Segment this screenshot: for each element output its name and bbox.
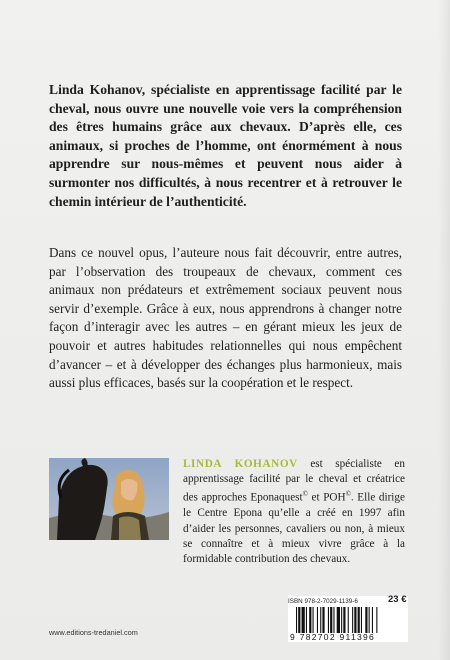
description-paragraph: Dans ce nouvel opus, l’auteure nous fait découvrir, entre autres, par l’observation des troupeaux de chevaux, comment ces animaux non prédateurs et extrêmement sociaux peuvent nous servir d’exemple. Grâce à eux, nous apprendrons à changer notre façon d’interagir avec les autres – en gérant mieux les jeux de pouvoir et autres habitudes relationnelles qui nous empêchent d’avancer – et à développer des échanges plus harmonieux, mais aussi plus efficaces, basés sur la coopération et le respect. <box>49 245 402 391</box>
bio-text-2: et POH <box>307 492 346 505</box>
isbn-number: ISBN 978-2-7029-1139-6 <box>288 598 358 605</box>
price-label: 23 € <box>388 594 407 605</box>
intro-paragraph: Linda Kohanov, spécialiste en apprentissage facilité par le cheval, nous ouvre une nouvelle voie vers la compréhension des êtres humains grâce aux chevaux. D’après elle, ces animaux, si proches de l’homme, ont énormément à nous apprendre sur nous-mêmes et peuvent nous aider à surmonter nos difficultés, à nous recentrer et à retrouver le chemin intérieur de l’authenticité. <box>49 82 402 209</box>
barcode-bars-icon <box>296 607 404 633</box>
copyright-mark-1: © <box>302 490 308 499</box>
publisher-website: www.editions-tredaniel.com <box>49 628 138 637</box>
author-name: LINDA KOHANOV <box>183 458 298 470</box>
bio-text-3: . Elle dirige le Centre Epona qu’elle a créé en 1997 afin d’aider les personnes, cavaliers ou non, à mieux se connaître et à mieux vivre grâce à la formidable contribution des chevaux. <box>183 492 405 565</box>
author-bio <box>183 457 405 567</box>
bio-text-1: est spécialiste en apprentissage facilité par le cheval et créatrice des approches Eponaquest <box>183 458 405 505</box>
copyright-mark-2: © <box>345 490 351 499</box>
author-photo <box>49 458 169 540</box>
barcode-digits: 9 782702 911396 <box>290 632 376 642</box>
author-with-horse-photo-icon <box>49 458 169 540</box>
